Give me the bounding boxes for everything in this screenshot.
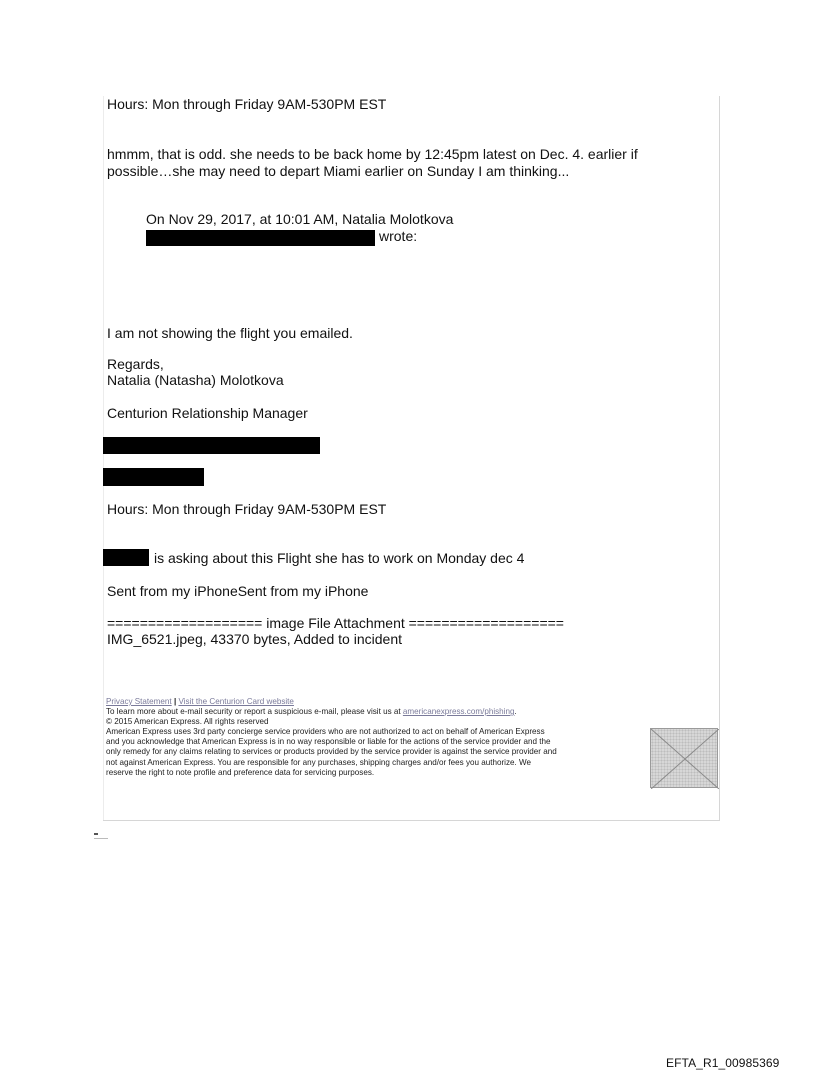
phishing-link[interactable]: americanexpress.com/phishing [402,707,515,717]
disclaimer-line: only remedy for any claims relating to services or products provided by the service provider is against the service provider and [106,747,557,757]
attachment-header: =================== image File Attachment =================== [107,615,564,631]
copyright: © 2015 American Express. All rights reserved [106,717,269,727]
broken-image-placeholder-icon [650,728,718,788]
hours-top: Hours: Mon through Friday 9AM-530PM EST [107,96,387,112]
quote-header: On Nov 29, 2017, at 10:01 AM, Natalia Molotkova [146,211,454,227]
hours-bottom: Hours: Mon through Friday 9AM-530PM EST [107,501,387,517]
disclaimer-line: not against American Express. You are responsible for any purchases, shipping charges and/or fees you authorize. We [106,757,532,767]
centurion-website-link[interactable]: Visit the Centurion Card website [178,697,294,706]
quote-wrote: wrote: [379,228,418,244]
privacy-statement-link[interactable]: Privacy Statement [106,697,172,706]
disclaimer-line: American Express uses 3rd party concierge service providers who are not authorized to act on behalf of American Express [106,727,545,737]
reply-line-1: hmmm, that is odd. she needs to be back home by 12:45pm latest on Dec. 4. earlier if [107,146,638,162]
page-mark [94,833,98,835]
regards: Regards, [107,356,164,372]
redaction-email-address [146,230,375,246]
not-showing-flight: I am not showing the flight you emailed. [107,325,353,341]
redaction-contact-1 [103,437,320,454]
asking-text: is asking about this Flight she has to work on Monday dec 4 [154,550,525,566]
page-mark-line [94,838,108,839]
disclaimer-line: and you acknowledge that American Express is in no way responsible or liable for the actions of the service provider and the [106,737,551,747]
signature-name: Natalia (Natasha) Molotkova [107,372,284,388]
redaction-name [103,549,149,566]
image-x-icon [651,729,719,789]
security-text: To learn more about e-mail security or report a suspicious e-mail, please visit us at [106,707,401,717]
sent-from: Sent from my iPhoneSent from my iPhone [107,583,369,599]
email-footer: Privacy Statement | Visit the Centurion Card website To learn more about e-mail security or report a suspicious e-mail, please visit us at americanexpress.com/phishing. © 2015 American Express. All rights reserved American Express uses 3rd party concierge service providers who are not authorized to act on behalf of American Express and you acknowledge that American Express is in no way responsible or liable for the actions of the service provider and the only remedy for any claims relating to services or products provided by the service provider is against the service provider and not against American Express. You are responsible for any purchases, shipping charges and/or fees you authorize. We reserve the right to note profile and preference data for servicing purposes. [106,697,651,778]
signature-title: Centurion Relationship Manager [107,405,308,421]
attachment-info: IMG_6521.jpeg, 43370 bytes, Added to incident [107,631,402,647]
footer-separator: | [173,697,177,706]
document-id: EFTA_R1_00985369 [666,1056,780,1070]
email-frame-left-border [103,96,104,820]
reply-line-2: possible…she may need to depart Miami earlier on Sunday I am thinking... [107,163,570,179]
disclaimer-line: reserve the right to note profile and preference data for servicing purposes. [106,767,375,777]
redaction-contact-2 [103,468,204,486]
